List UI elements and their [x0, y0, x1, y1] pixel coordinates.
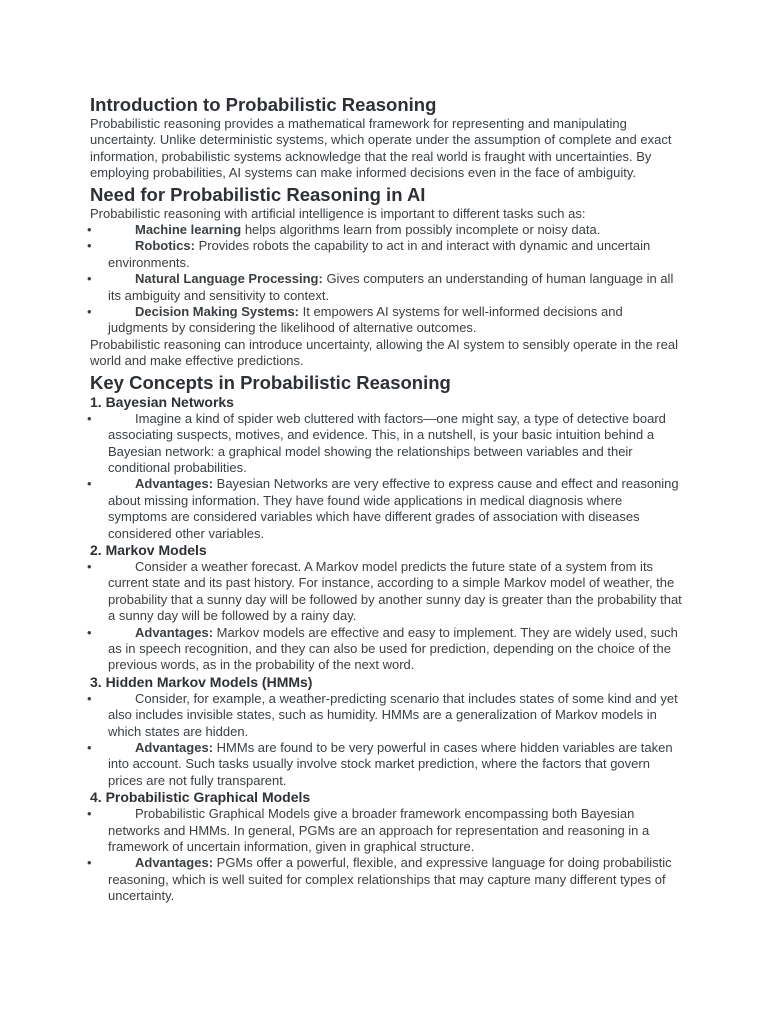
concept-title-bayesian-networks: 1. Bayesian Networks	[90, 393, 234, 410]
advantages-label: Advantages:	[135, 855, 214, 871]
item-text: Gives computers an understanding of human language in all its ambiguity and sensitivity to context.	[108, 271, 674, 303]
advantages-label: Advantages:	[135, 740, 214, 755]
advantages-text: HMMs are found to be very powerful in cases where hidden variables are taken into account. Such tasks usually involve stock market prediction, where the factors that govern prices are not fully transparent.	[108, 740, 673, 788]
concept-list	[87, 806, 682, 904]
concept-description: Consider a weather forecast. A Markov model predicts the future state of a system from its current state and its past history. For instance, according to a simple Markov model of weather, the probability that a sunny day will be followed by another sunny day is greater than the probability that a sunny day will be followed by a rainy day.	[108, 558, 682, 624]
concept-description: Probabilistic Graphical Models give a broader framework encompassing both Bayesian networks and HMMs. In general, PGMs are an approach for representation and reasoning in a framework of uncertain information, given in graphical structure.	[108, 806, 650, 855]
item-label: Natural Language Processing:	[135, 271, 323, 287]
concept-list	[87, 690, 682, 789]
list-item	[87, 271, 682, 304]
list-item	[87, 410, 682, 477]
item-text: Provides robots the capability to act in and interact with dynamic and uncertain environments.	[108, 238, 651, 270]
bullet-icon: •	[87, 624, 92, 640]
item-label: Robotics:	[135, 238, 195, 254]
advantages-text: Bayesian Networks are very effective to express cause and effect and reasoning about missing information. They have found wide applications in medical diagnosis where symptoms are considered variables which have different grades of association with diseases considered other variables.	[108, 476, 679, 541]
item-text: It empowers AI systems for well-informed decisions and judgments by considering the likelihood of alternative outcomes.	[108, 304, 623, 336]
item-label: Machine learning	[135, 222, 242, 238]
item-text: helps algorithms learn from possibly incomplete or noisy data.	[241, 222, 601, 238]
bullet-icon: •	[87, 690, 92, 706]
list-item	[87, 624, 682, 674]
concept-description: Imagine a kind of spider web cluttered with factors—one might say, a type of detective board associating suspects, motives, and evidence. This, in a nutshell, is your basic intuition behind a Bayesian network: a graphical model showing the relationships between variables and their conditional probabilities.	[108, 410, 666, 475]
list-item	[87, 740, 682, 789]
bullet-icon: •	[87, 271, 92, 287]
concept-title-markov-models: 2. Markov Models	[90, 541, 207, 558]
concept-description: Consider, for example, a weather-predicting scenario that includes states of some kind and yet also includes invisible states, such as humidity. HMMs are a generalization of Markov models in which states are hidden.	[108, 690, 678, 739]
advantages-label: Advantages:	[135, 476, 214, 492]
bullet-icon: •	[87, 740, 92, 755]
concept-list	[87, 558, 682, 674]
section-heading-key-concepts: Key Concepts in Probabilistic Reasoning	[90, 371, 451, 393]
advantages-text: PGMs offer a powerful, flexible, and expressive language for doing probabilistic reasoning, which is well suited for complex relationships that may capture many different types of uncertainty.	[108, 855, 672, 904]
list-item	[87, 558, 682, 625]
section-heading-need: Need for Probabilistic Reasoning in AI	[90, 183, 426, 205]
bullet-icon: •	[87, 806, 92, 822]
list-item	[87, 690, 682, 740]
bullet-icon: •	[87, 476, 92, 492]
need-intro-paragraph: Probabilistic reasoning with artificial intelligence is important to different tasks such as:	[90, 205, 586, 221]
need-list	[87, 222, 682, 337]
section-heading-introduction: Introduction to Probabilistic Reasoning	[90, 94, 437, 115]
bullet-icon: •	[87, 304, 92, 320]
advantages-text: Markov models are effective and easy to implement. They are widely used, such as in speech recognition, and they can also be used for prediction, depending on the choice of the previous words, as in the probability of the next word.	[108, 624, 678, 673]
advantages-label: Advantages:	[135, 624, 214, 640]
list-item	[87, 476, 682, 542]
list-item	[87, 806, 682, 855]
concept-title-probabilistic-graphical-models: 4. Probabilistic Graphical Models	[90, 789, 311, 806]
document-body	[87, 94, 682, 905]
bullet-icon: •	[87, 410, 92, 426]
bullet-icon: •	[87, 222, 92, 238]
concept-title-hidden-markov-models: 3. Hidden Markov Models (HMMs)	[90, 673, 313, 690]
bullet-icon: •	[87, 855, 92, 871]
concept-list	[87, 410, 682, 542]
item-label: Decision Making Systems:	[135, 304, 299, 320]
bullet-icon: •	[87, 558, 92, 574]
need-outro-paragraph: Probabilistic reasoning can introduce uncertainty, allowing the AI system to sensibly operate in the real world and make effective predictions.	[90, 336, 678, 369]
list-item	[87, 238, 682, 271]
list-item	[87, 304, 682, 337]
list-item	[87, 222, 682, 238]
bullet-icon: •	[87, 238, 92, 254]
list-item	[87, 855, 682, 904]
introduction-paragraph: Probabilistic reasoning provides a mathematical framework for representing and manipulating uncertainty. Unlike deterministic systems, which operate under the assumption of complete and exact information, probabilistic systems acknowledge that the real world is fraught with uncertainties. By employing probabilities, AI systems can make informed decisions even in the face of ambiguity.	[90, 116, 672, 181]
